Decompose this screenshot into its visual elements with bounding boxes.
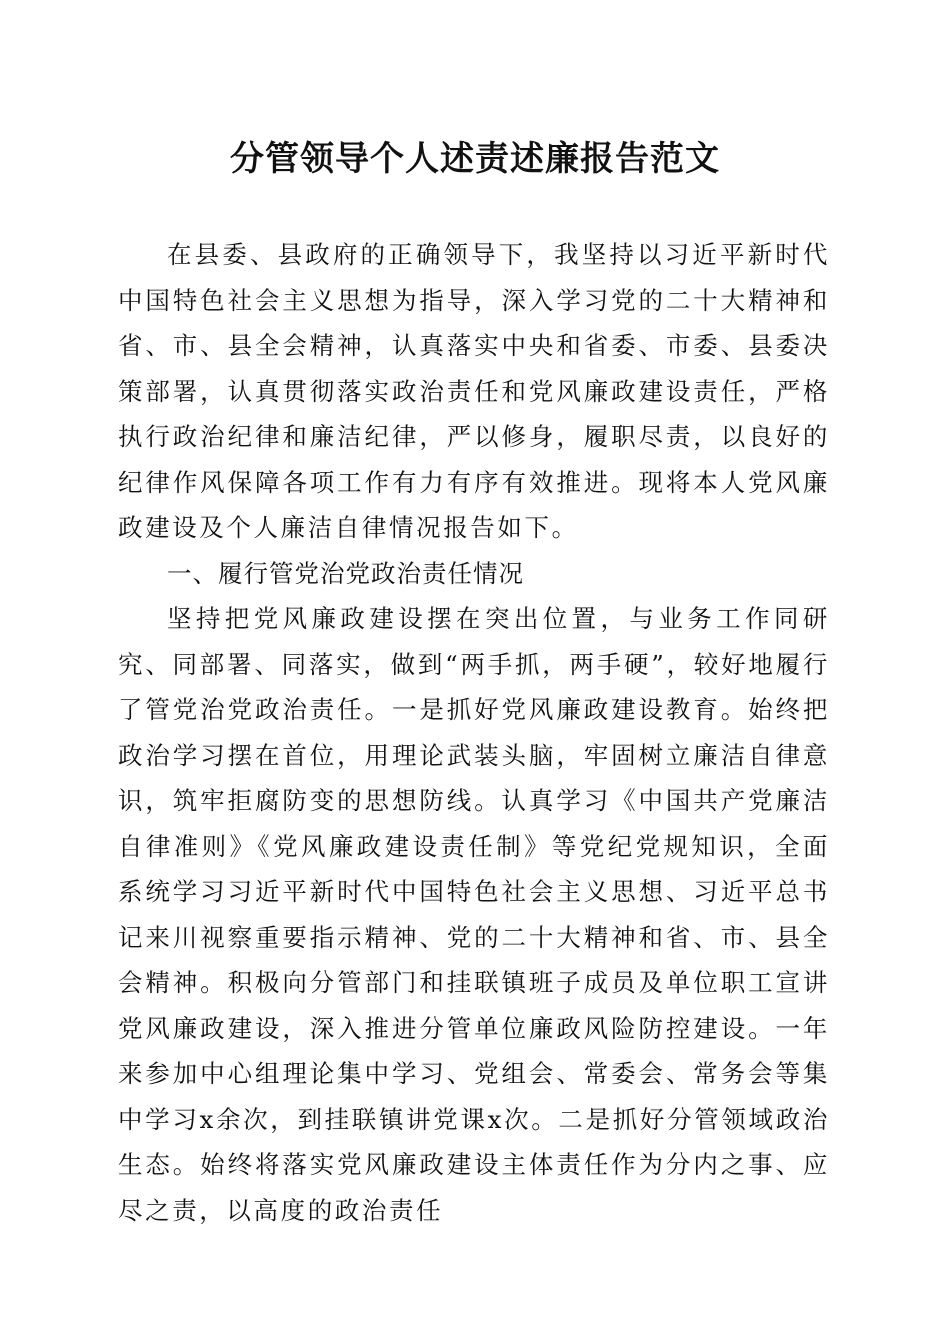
- document-title: 分管领导个人述责述廉报告范文: [230, 139, 720, 179]
- section-paragraph: 坚持把党风廉政建设摆在突出位置，与业务工作同研究、同部署、同落实，做到“两手抓，两手硬”，较好地履行了管党治党政治责任。一是抓好党风廉政建设教育。始终把政治学习摆在首位，用理论武装头脑，牢固树立廉洁自律意识，筑牢拒腐防变的思想防线。认真学习《中国共产党廉洁自律准则》《党风廉政建设责任制》等党纪党规知识，全面系统学习习近平新时代中国特色社会主义思想、习近平总书记来川视察重要指示精神、党的二十大精神和省、市、县全会精神。积极向分管部门和挂联镇班子成员及单位职工宣讲党风廉政建设，深入推进分管单位廉政风险防控建设。一年来参加中心组理论集中学习、党组会、常委会、常务会等集中学习x余次，到挂联镇讲党课x次。二是抓好分管领域政治生态。始终将落实党风廉政建设主体责任作为分内之事、应尽之责，以高度的政治责任: [118, 604, 830, 1225]
- intro-paragraph: 在县委、县政府的正确领导下，我坚持以习近平新时代中国特色社会主义思想为指导，深入学习党的二十大精神和省、市、县全会精神，认真落实中央和省委、市委、县委决策部署，认真贯彻落实政治责任和党风廉政建设责任，严格执行政治纪律和廉洁纪律，严以修身，履职尽责，以良好的纪律作风保障各项工作有力有序有效推进。现将本人党风廉政建设及个人廉洁自律情况报告如下。: [118, 240, 830, 542]
- document-body: [118, 232, 830, 1233]
- section-heading: 一、履行管党治党政治责任情况: [167, 558, 524, 588]
